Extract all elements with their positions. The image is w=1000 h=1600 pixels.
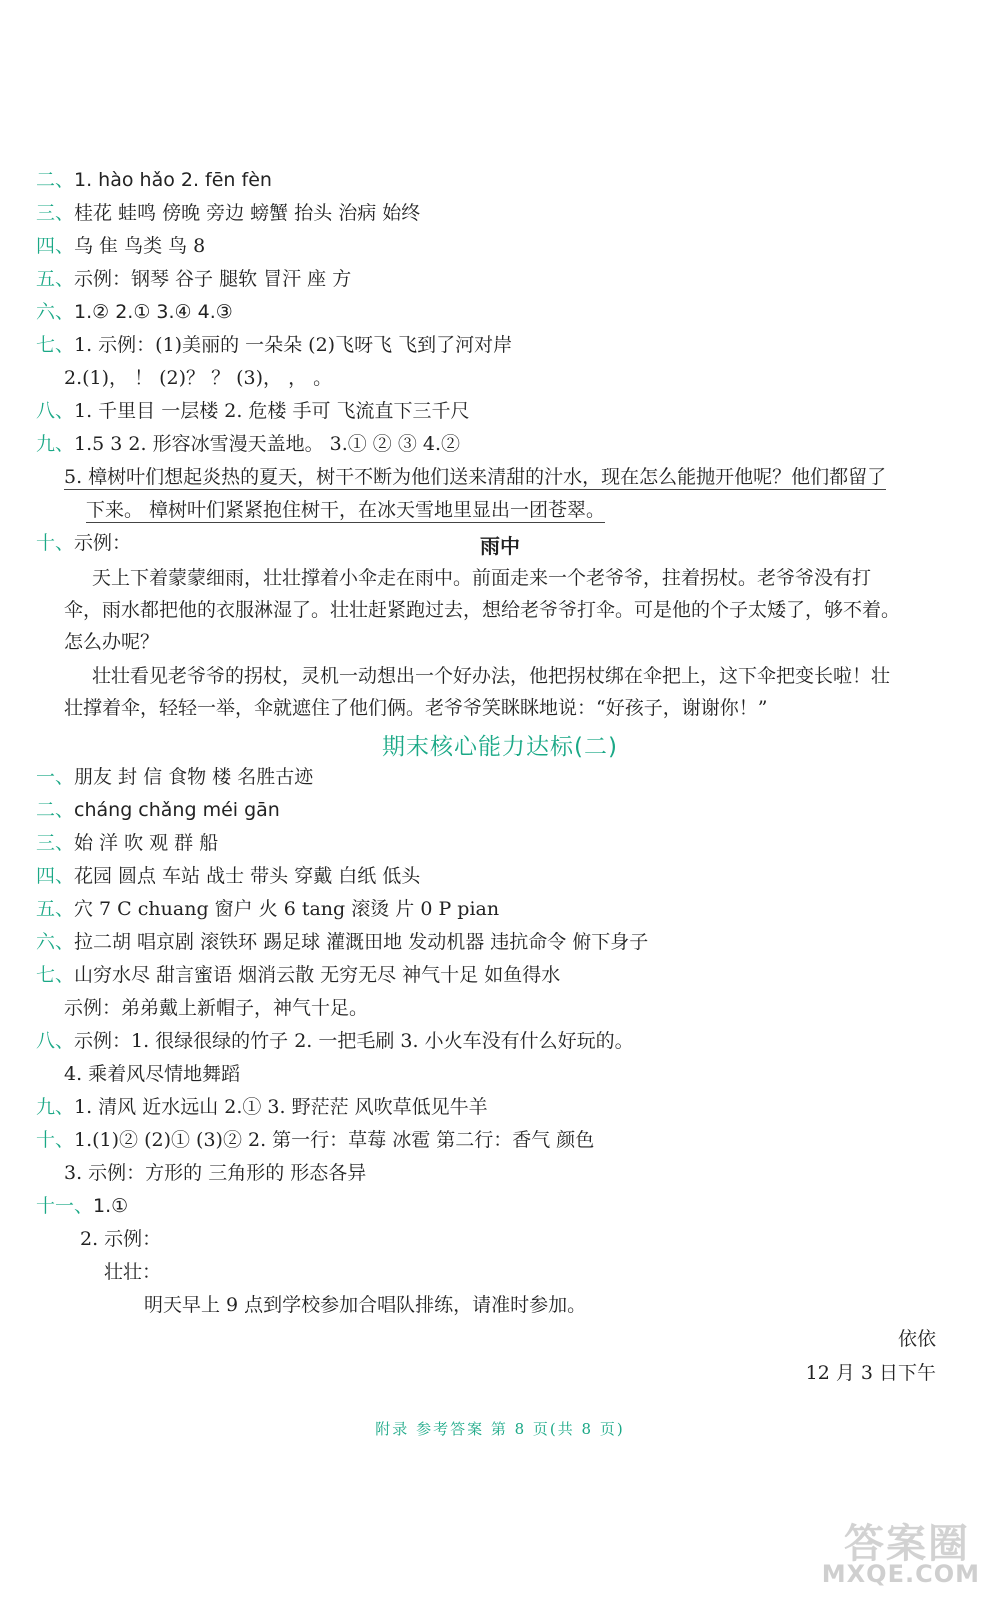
item-number: 二、: [36, 799, 75, 821]
item-number: 四、: [36, 235, 75, 257]
item-number: 七、: [36, 334, 75, 356]
answer-text: 下来。 樟树叶们紧紧抱住树干，在冰天雪地里显出一团苍翠。: [86, 499, 606, 521]
answer-text: 乌 隹 鸟类 鸟 8: [74, 235, 206, 257]
item-number: 五、: [36, 898, 75, 920]
answer-line: [80, 1224, 940, 1254]
answer-text: 2. 示例：: [80, 1228, 162, 1250]
essay-title: 雨中: [480, 534, 520, 558]
essay-paragraph: 壮撑着伞，轻轻一举，伞就遮住了他们俩。老爷爷笑眯眯地说：“好孩子，谢谢你！”: [64, 697, 768, 719]
answer-text: 1.5 3 2. 形容冰雪漫天盖地。 3.① ② ③ 4.②: [74, 433, 460, 455]
answer-text: 壮壮：: [104, 1261, 162, 1283]
answer-text: 始 洋 吹 观 群 船: [74, 832, 219, 854]
answer-line: [64, 1158, 940, 1188]
answer-text: 示例：: [74, 532, 132, 554]
item-number: 一、: [36, 766, 75, 788]
answer-line-underlined: [64, 462, 940, 492]
answer-text: cháng chǎng méi gān: [74, 799, 280, 821]
answer-line: [36, 762, 940, 792]
answer-text: 1.(1)② (2)① (3)② 2. 第一行：草莓 冰雹 第二行：香气 颜色: [74, 1129, 595, 1151]
note-signature: 依依: [897, 1328, 936, 1350]
answer-text: 山穷水尽 甜言蜜语 烟消云散 无穷无尽 神气十足 如鱼得水: [74, 964, 561, 986]
note-salutation: [104, 1257, 940, 1287]
answer-line: [36, 297, 940, 327]
answer-text: 1. 示例：(1)美丽的 一朵朵 (2)飞呀飞 飞到了河对岸: [74, 334, 513, 356]
answer-text: 示例：1. 很绿很绿的竹子 2. 一把毛刷 3. 小火车没有什么好玩的。: [74, 1030, 634, 1052]
watermark-bottom-text: MXQE.COM: [821, 1560, 980, 1588]
answer-line: [36, 795, 940, 825]
essay-paragraph: 伞，雨水都把他的衣服淋湿了。壮壮赶紧跑过去，想给老爷爷打伞。可是他的个子太矮了，够不着。: [64, 599, 901, 621]
answer-text: 明天早上 9 点到学校参加合唱队排练，请准时参加。: [144, 1294, 587, 1316]
answer-line: [36, 1026, 940, 1056]
section-title: 期末核心能力达标(二): [382, 734, 618, 760]
answer-line: [36, 960, 940, 990]
item-number: 八、: [36, 400, 75, 422]
item-number: 四、: [36, 865, 75, 887]
note-body: [144, 1290, 940, 1320]
answer-line: [64, 1059, 940, 1089]
answer-line: [36, 828, 940, 858]
page-footer: 附录 参考答案 第 8 页(共 8 页): [375, 1420, 625, 1438]
answer-line: [36, 894, 940, 924]
answer-text: 1. 千里目 一层楼 2. 危楼 手可 飞流直下三千尺: [74, 400, 470, 422]
item-number: 七、: [36, 964, 75, 986]
answer-line: [36, 165, 940, 195]
item-number: 三、: [36, 202, 75, 224]
answer-line: [64, 993, 940, 1023]
answer-line: [36, 429, 940, 459]
answer-line: [36, 1092, 940, 1122]
answer-text: 花园 圆点 车站 战士 带头 穿戴 白纸 低头: [74, 865, 421, 887]
item-number: 十一、: [36, 1195, 94, 1217]
answer-line: [36, 927, 940, 957]
answer-line: [64, 363, 940, 393]
essay-paragraph: 天上下着蒙蒙细雨，壮壮撑着小伞走在雨中。前面走来一个老爷爷，拄着拐杖。老爷爷没有打: [92, 567, 872, 589]
item-number: 三、: [36, 832, 75, 854]
item-number: 二、: [36, 169, 75, 191]
answer-line: [36, 198, 940, 228]
answer-line: [36, 330, 940, 360]
item-number: 九、: [36, 433, 75, 455]
answer-text: 1. hào hǎo 2. fēn fèn: [74, 169, 272, 191]
answer-line: [36, 396, 940, 426]
watermark-logo: [800, 1512, 980, 1592]
essay-paragraph: 壮壮看见老爷爷的拐杖，灵机一动想出一个好办法，他把拐杖绑在伞把上，这下伞把变长啦！壮: [92, 665, 891, 687]
answer-text: 4. 乘着风尽情地舞蹈: [64, 1063, 241, 1085]
answer-line: [36, 264, 940, 294]
answer-text: 1.①: [93, 1195, 129, 1217]
answer-text: 2.(1)， ！ (2)？ ？ (3)， ， 。: [64, 367, 333, 389]
note-date: 12 月 3 日下午: [805, 1362, 936, 1384]
answer-line: [36, 1191, 940, 1221]
item-number: 六、: [36, 931, 75, 953]
item-number: 九、: [36, 1096, 75, 1118]
answer-text: 3. 示例：方形的 三角形的 形态各异: [64, 1162, 367, 1184]
answer-text: 1. 清风 近水远山 2.① 3. 野茫茫 风吹草低见牛羊: [74, 1096, 488, 1118]
essay-paragraph: 怎么办呢？: [64, 631, 160, 653]
answer-line: [36, 1125, 940, 1155]
answer-text: 朋友 封 信 食物 楼 名胜古迹: [74, 766, 314, 788]
answer-line: [36, 231, 940, 261]
answer-text: 桂花 蛙鸣 傍晚 旁边 螃蟹 抬头 治病 始终: [74, 202, 421, 224]
answer-text: 穴 7 C chuang 窗户 火 6 tang 滚烫 片 0 P pian: [74, 898, 500, 920]
answer-text: 1.② 2.① 3.④ 4.③: [74, 301, 233, 323]
item-number: 十、: [36, 1129, 75, 1151]
item-number: 五、: [36, 268, 75, 290]
item-number: 八、: [36, 1030, 75, 1052]
answer-text: 示例：钢琴 谷子 腿软 冒汗 座 方: [74, 268, 352, 290]
answer-line-underlined: [86, 495, 940, 525]
answer-text: 拉二胡 唱京剧 滚铁环 踢足球 灌溉田地 发动机器 违抗命令 俯下身子: [74, 931, 649, 953]
answer-text: 示例：弟弟戴上新帽子，神气十足。: [64, 997, 369, 1019]
answer-line: [36, 861, 940, 891]
item-number: 六、: [36, 301, 75, 323]
watermark-top-text: 答案圈: [844, 1521, 970, 1567]
item-number: 十、: [36, 532, 75, 554]
answer-text: 5. 樟树叶们想起炎热的夏天，树干不断为他们送来清甜的汁水，现在怎么能抛开他呢？他们都留了: [64, 466, 887, 488]
